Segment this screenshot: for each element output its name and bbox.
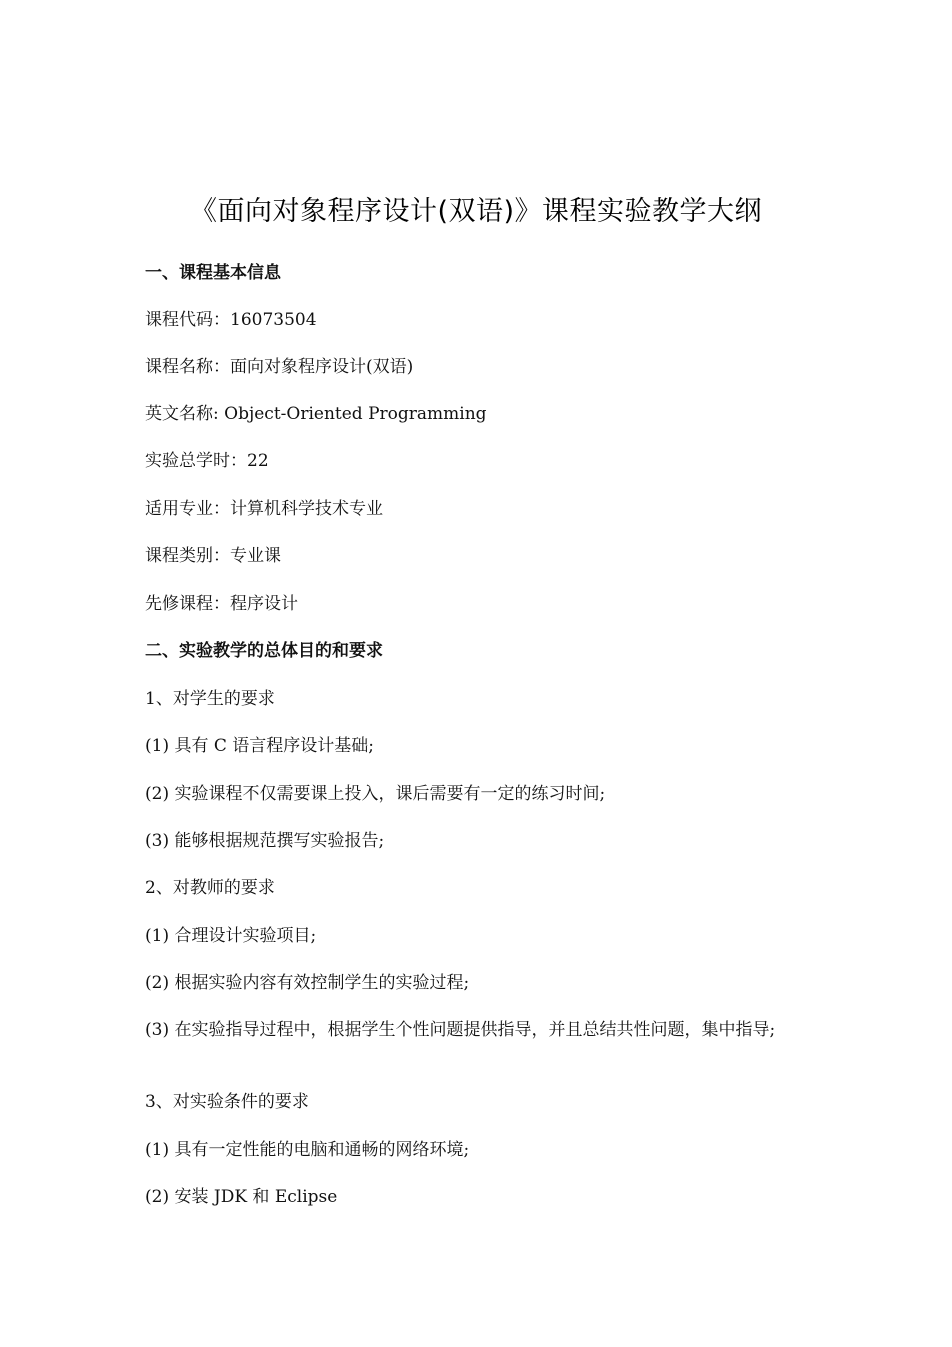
- list-item: (1) 合理设计实验项目;: [145, 926, 317, 946]
- field-prerequisite: [145, 592, 825, 616]
- list-item: (3) 在实验指导过程中，根据学生个性问题提供指导，并且总结共性问题，集中指导;: [145, 1020, 776, 1040]
- field-applicable-major: [145, 497, 825, 521]
- field-value: 计算机科学技术专业: [230, 499, 383, 519]
- field-label: 适用专业：: [145, 499, 230, 519]
- field-course-category: [145, 544, 825, 568]
- field-label: 实验总学时：: [145, 451, 247, 471]
- field-english-name: [145, 402, 825, 426]
- subheading-student-requirements: 1、对学生的要求: [145, 689, 275, 709]
- field-label: 先修课程：: [145, 594, 230, 614]
- field-course-name: [145, 355, 825, 379]
- field-value: 22: [247, 451, 269, 471]
- field-value: 程序设计: [230, 594, 298, 614]
- list-item: (2) 实验课程不仅需要课上投入，课后需要有一定的练习时间;: [145, 784, 606, 804]
- field-value: 16073504: [230, 310, 317, 330]
- field-value: Object-Oriented Programming: [224, 404, 487, 424]
- field-course-code: [145, 308, 825, 332]
- section-heading-basic-info: 一、课程基本信息: [145, 263, 281, 283]
- field-label: 课程类别：: [145, 546, 230, 566]
- field-value: 面向对象程序设计(双语): [230, 357, 414, 377]
- document-title: 《面向对象程序设计(双语)》课程实验教学大纲: [189, 196, 763, 227]
- subheading-teacher-requirements: 2、对教师的要求: [145, 878, 275, 898]
- list-item: (2) 安装 JDK 和 Eclipse: [145, 1187, 338, 1207]
- subheading-lab-conditions: 3、对实验条件的要求: [145, 1092, 309, 1112]
- list-item: (1) 具有一定性能的电脑和通畅的网络环境;: [145, 1140, 470, 1160]
- list-item: (1) 具有 C 语言程序设计基础;: [145, 736, 375, 756]
- section-heading-objectives: 二、实验教学的总体目的和要求: [145, 641, 383, 661]
- list-item: (3) 能够根据规范撰写实验报告;: [145, 831, 385, 851]
- field-label: 英文名称:: [145, 404, 225, 424]
- field-label: 课程名称：: [145, 357, 230, 377]
- field-label: 课程代码：: [145, 310, 230, 330]
- field-value: 专业课: [230, 546, 281, 566]
- field-total-hours: [145, 449, 825, 473]
- list-item: (2) 根据实验内容有效控制学生的实验过程;: [145, 973, 470, 993]
